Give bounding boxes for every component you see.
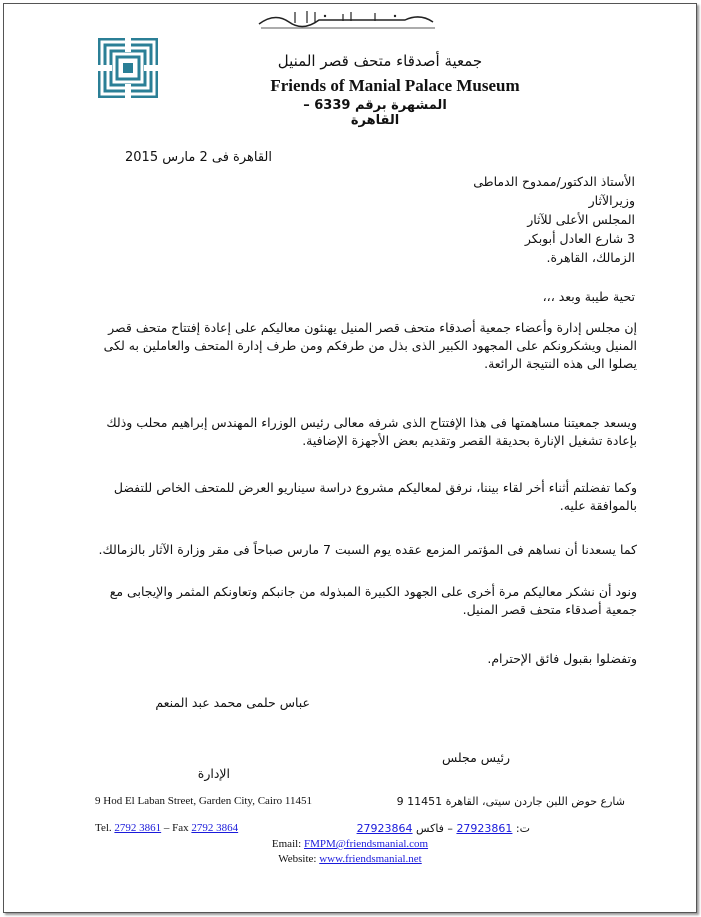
- signatory-name: عباس حلمى محمد عبد المنعم: [155, 695, 310, 710]
- footer-address-arabic: شارع حوض اللبن جاردن سيتى، القاهرة 11451 9: [396, 795, 625, 808]
- signatory-department: الإدارة: [197, 766, 230, 781]
- email-link[interactable]: FMPM@friendsmanial.com: [303, 838, 429, 850]
- letter-page: [3, 3, 697, 913]
- fax-label-ar: – فاكس: [412, 822, 457, 835]
- recipient-line: المجلس الأعلى للآثار: [527, 212, 635, 227]
- fax-label: – Fax: [161, 822, 192, 834]
- body-paragraph: ونود أن نشكر معاليكم مرة أخرى على الجهود الكبيرة المبذوله من جانبكم وتعاونكم المثمر والإيجابى مع جمعية أصدقاء متحف قصر المنيل.: [109, 584, 637, 617]
- fax-link-ar[interactable]: 27923864: [356, 822, 413, 835]
- org-name-english: Friends of Manial Palace Museum: [270, 76, 520, 95]
- tel-label: Tel.: [95, 822, 115, 834]
- footer-email: [200, 838, 500, 850]
- fax-link[interactable]: 2792 3864: [191, 822, 239, 834]
- body-paragraph: ويسعد جمعيتنا مساهمتها فى هذا الإفتتاح الذى شرفه معالى رئيس الوزراء المهندس إبراهيم محلب وذلك بإعادة تشغيل الإنارة بحديقة القصر وتقديم بعض الأجهزة الإضافية.: [106, 415, 637, 448]
- closing-paragraph: وتفضلوا بقبول فائق الإحترام.: [487, 651, 637, 666]
- website-label: Website:: [278, 853, 320, 865]
- recipient-line: 3 شارع العادل أبوبكر: [524, 231, 635, 246]
- org-name-arabic: جمعية أصدقاء متحف قصر المنيل: [277, 52, 483, 70]
- recipient-line: الزمالك، القاهرة.: [546, 250, 635, 265]
- body-paragraph: وكما تفضلتم أثناء أخر لقاء بيننا، نرفق لمعاليكم مشروع دراسة سيناريو العرض للمتحف الخاص للتفضل بالموافقة عليه.: [113, 480, 637, 513]
- letter-date: القاهرة فى 2 مارس 2015: [125, 150, 272, 165]
- footer-phone-arabic: [330, 822, 530, 835]
- greeting: تحية طيبة وبعد ،،،: [542, 289, 635, 304]
- recipient-line: وزيرالآثار: [588, 193, 635, 208]
- signatory-title: رئيس مجلس: [441, 750, 510, 765]
- footer-phone-english: [95, 822, 295, 834]
- basmala-calligraphy: [255, 8, 440, 32]
- footer-website: [200, 853, 500, 865]
- registration-number: المشهرة برقم 6339 – القاهرة: [303, 98, 447, 128]
- tel-label-ar: ت:: [512, 822, 530, 835]
- recipient-line: الأستاذ الدكتور/ممدوح الدماطى: [473, 174, 635, 189]
- museum-logo: [98, 38, 158, 98]
- footer-address-english: 9 Hod El Laban Street, Garden City, Cairo 11451: [95, 795, 312, 807]
- recipient-address: [380, 172, 635, 267]
- body-paragraph: إن مجلس إدارة وأعضاء جمعية أصدقاء متحف قصر المنيل يهنئون معاليكم على إعادة إفتتاح متحف قصر المنيل ويشكرونكم على المجهود الكبير الذى بذل من طرفكم ومن طرف إدارة المتحف والعاملين به لكى يصلوا الى هذه النتيجة الرائعة.: [103, 320, 637, 371]
- tel-link-ar[interactable]: 27923861: [456, 822, 513, 835]
- website-link[interactable]: www.friendsmanial.net: [319, 853, 422, 865]
- tel-link[interactable]: 2792 3861: [114, 822, 162, 834]
- email-label: Email:: [271, 838, 304, 850]
- body-paragraph: كما يسعدنا أن نساهم فى المؤتمر المزمع عقده يوم السبت 7 مارس صباحاً فى مقر وزارة الآثار بالزمالك.: [98, 542, 637, 557]
